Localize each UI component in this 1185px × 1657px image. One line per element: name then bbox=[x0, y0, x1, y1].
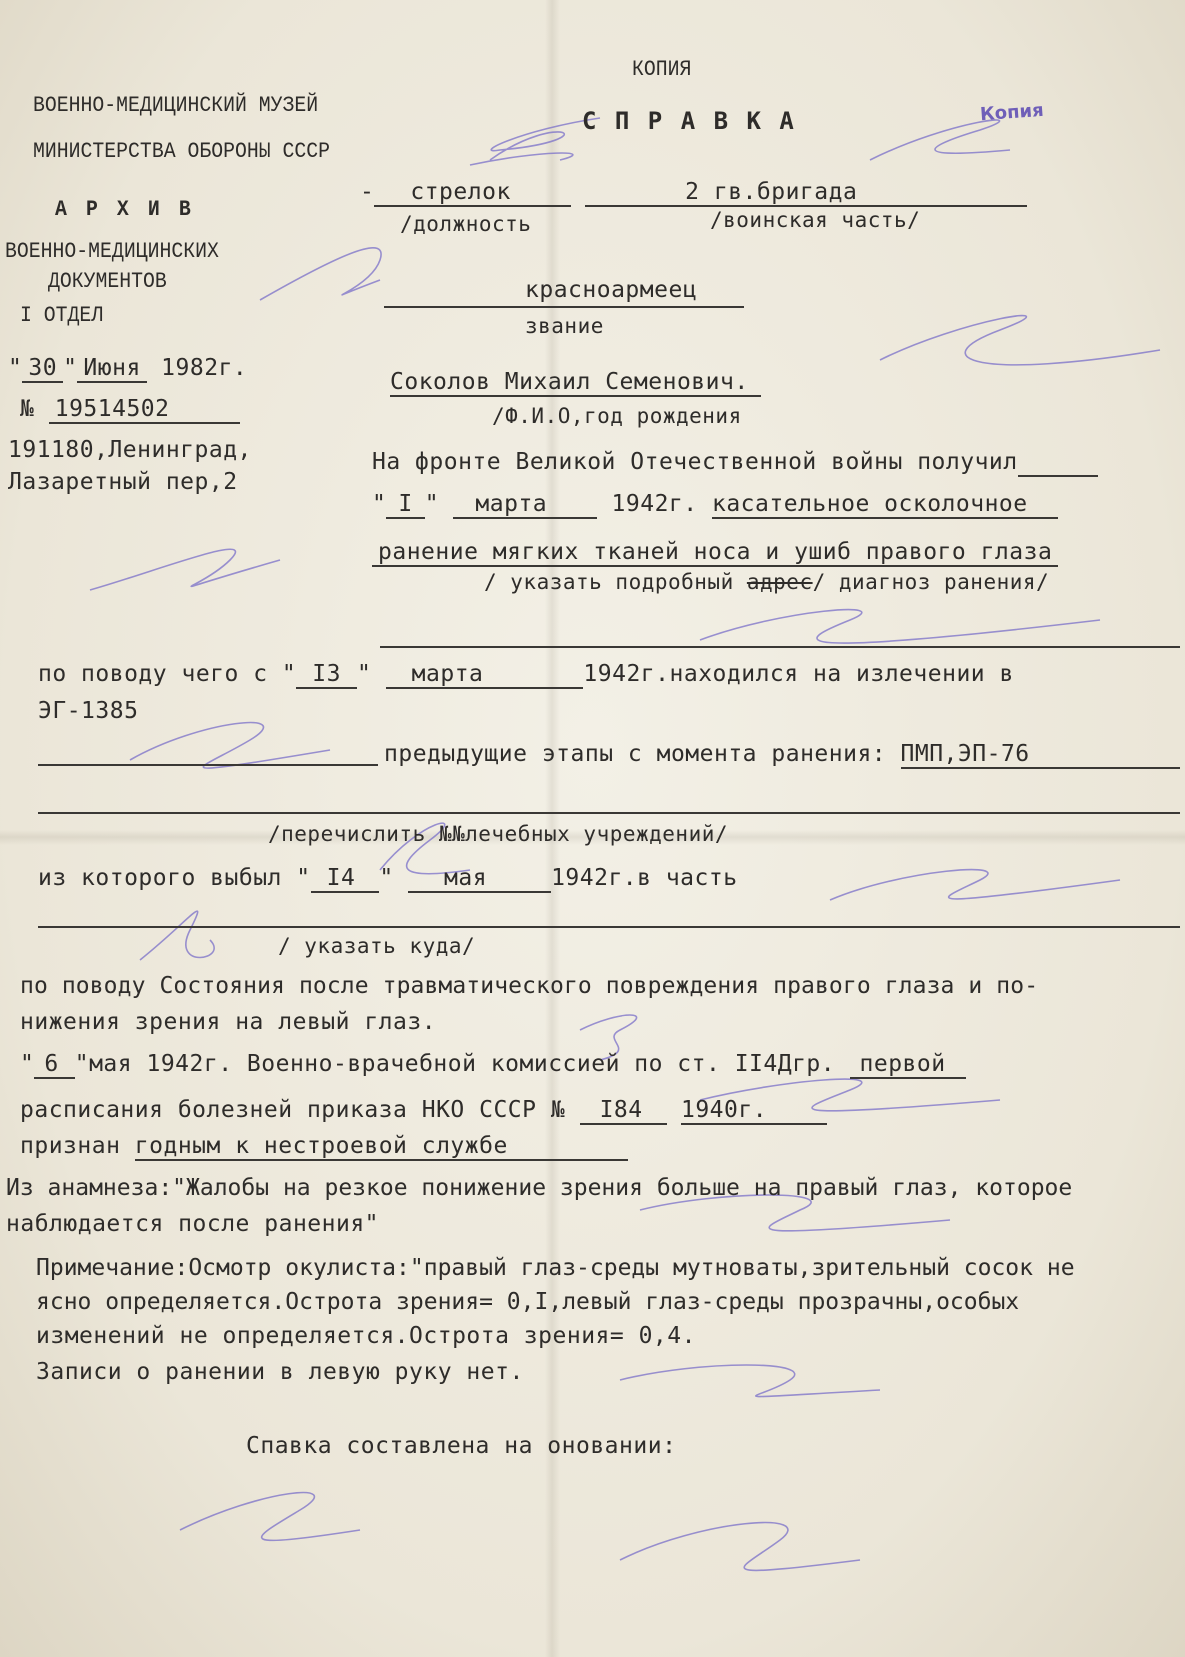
org-name-line2: МИНИСТЕРСТВА ОБОРОНЫ СССР bbox=[33, 139, 331, 164]
schedule-line bbox=[20, 1096, 827, 1124]
schedule-prefix: расписания болезней приказа НКО СССР № bbox=[20, 1097, 566, 1123]
archive-title: А Р Х И В bbox=[55, 197, 195, 222]
address-line2: Лазаретный пер,2 bbox=[8, 469, 238, 495]
copy-stamp: Копия bbox=[979, 99, 1045, 126]
verdict-line bbox=[20, 1132, 628, 1160]
treatment-day: I3 bbox=[296, 661, 357, 689]
basis-line: Спавка составлена на оновании: bbox=[246, 1433, 677, 1459]
position-value: стрелок bbox=[374, 179, 570, 207]
wound-caption-struck: адрес bbox=[746, 570, 813, 594]
wound-desc: ранение мягких тканей носа и ушиб правого глаза bbox=[372, 539, 1058, 567]
commission-text: мая 1942г. Военно-врачебной комиссией по ст. II4Дгр. bbox=[89, 1051, 836, 1077]
number-value: 19514502 bbox=[49, 396, 240, 424]
stages-caption: /перечислить №№лечебных учреждений/ bbox=[268, 822, 729, 846]
discharge-month-blank bbox=[527, 865, 551, 893]
department: I ОТДЕЛ bbox=[20, 303, 104, 328]
discharge-caption: / указать куда/ bbox=[278, 934, 476, 958]
document-title: С П Р А В К А bbox=[582, 107, 796, 135]
wound-month-blank bbox=[569, 491, 597, 519]
rank-underline bbox=[384, 306, 744, 308]
treatment-month: марта bbox=[386, 661, 524, 689]
note-line4: Записи о ранении в левую руку нет. bbox=[36, 1359, 524, 1385]
note-line3: изменений не определяется.Острота зрения= 0,4. bbox=[36, 1323, 696, 1349]
discharge-prefix: из которого выбыл bbox=[38, 865, 282, 891]
rank-value: красноармеец bbox=[525, 277, 698, 303]
schedule-year: 1940г. bbox=[681, 1097, 827, 1125]
reason-line2: нижения зрения на левый глаз. bbox=[20, 1009, 437, 1035]
commission-line: " 6 "мая 1942г. Военно-врачебной комиссией по ст. II4Дгр. первой bbox=[20, 1050, 966, 1078]
note-line2: ясно определяется.Острота зрения= 0,I,левый глаз-среды прозрачны,особых bbox=[36, 1289, 1020, 1315]
discharge-month: мая bbox=[408, 865, 527, 893]
number-prefix: № bbox=[20, 396, 35, 422]
blank-line-1 bbox=[380, 646, 1180, 648]
issue-date-day: 30 bbox=[22, 355, 63, 383]
archive-line2: ВОЕННО-МЕДИЦИНСКИХ bbox=[5, 239, 219, 264]
wound-date-line: " I " марта 1942г. касательное осколочное bbox=[372, 490, 1058, 518]
unit-value: 2 гв.бригада bbox=[585, 179, 1027, 207]
reason-line1: по поводу Состояния после травматического повреждения правого глаза и по- bbox=[20, 973, 1039, 999]
treatment-month-blank bbox=[523, 661, 583, 689]
treatment-year: 1942г.находился на излечении в bbox=[583, 661, 1014, 687]
position-caption: /должность bbox=[400, 212, 532, 236]
name-line bbox=[390, 368, 761, 396]
wound-caption bbox=[484, 568, 1049, 596]
blank-line-4 bbox=[38, 926, 1180, 928]
doc-number bbox=[20, 395, 240, 423]
name-caption: /Ф.И.О,год рождения bbox=[492, 404, 742, 428]
verdict-value: годным к нестроевой службе bbox=[135, 1133, 628, 1161]
stages-label: предыдущие этапы с момента ранения: bbox=[384, 741, 887, 767]
schedule-number: I84 bbox=[580, 1097, 667, 1125]
commission-day: 6 bbox=[34, 1051, 74, 1079]
discharge-line: из которого выбыл " I4 " мая 1942г.в часть bbox=[38, 865, 738, 891]
hospital-name: ЭГ-1385 bbox=[38, 698, 139, 724]
issue-date-month: Июня bbox=[77, 355, 146, 383]
rank-caption: звание bbox=[525, 314, 604, 338]
blank-line-3 bbox=[38, 812, 1180, 814]
archive-line3: ДОКУМЕНТОВ bbox=[48, 269, 167, 294]
wound-year: 1942г. bbox=[611, 491, 698, 517]
stages-line bbox=[384, 740, 1180, 768]
front-line-blank bbox=[1018, 449, 1098, 477]
unit-caption: /воинская часть/ bbox=[710, 208, 921, 232]
org-name-line1: ВОЕННО-МЕДИЦИНСКИЙ МУЗЕЙ bbox=[33, 93, 319, 118]
copy-mark: КОПИЯ bbox=[632, 57, 692, 82]
treatment-line: по поводу чего с " I3 " марта 1942г.находился на излечении в bbox=[38, 661, 1014, 687]
wound-caption-start: / указать подробный bbox=[484, 570, 734, 594]
note-line1: Примечание:Осмотр окулиста:"правый глаз-среды мутноваты,зрительный сосок не bbox=[36, 1255, 1075, 1281]
wound-caption-end: / диагноз ранения/ bbox=[812, 570, 1050, 594]
blank-line-2 bbox=[38, 764, 378, 766]
wound-desc-line bbox=[372, 538, 1058, 566]
front-line-text: На фронте Великой Отечественной войны получил bbox=[372, 449, 1018, 475]
position-unit-line: - стрелок 2 гв.бригада bbox=[360, 178, 1027, 206]
wound-month: марта bbox=[453, 491, 569, 519]
stages-value: ПМП,ЭП-76 bbox=[901, 741, 1180, 769]
name-value: Соколов Михаил Семенович. bbox=[390, 369, 761, 397]
discharge-day: I4 bbox=[311, 865, 380, 893]
discharge-year: 1942г.в часть bbox=[551, 865, 738, 891]
address-line1: 191180,Ленинград, bbox=[8, 437, 252, 463]
issue-date-year: 1982г. bbox=[161, 355, 248, 381]
anamnesis-line2: наблюдается после ранения" bbox=[6, 1211, 380, 1237]
verdict-label: признан bbox=[20, 1133, 121, 1159]
commission-group: первой bbox=[850, 1051, 966, 1079]
anamnesis-line1: Из анамнеза:"Жалобы на резкое понижение зрения больше на правый глаз, которое bbox=[6, 1175, 1073, 1201]
wound-type: касательное осколочное bbox=[712, 491, 1058, 519]
front-line bbox=[372, 448, 1098, 476]
issue-date: " 30 " Июня 1982г. bbox=[8, 355, 248, 381]
treatment-prefix: по поводу чего с bbox=[38, 661, 268, 687]
wound-day: I bbox=[386, 491, 424, 519]
